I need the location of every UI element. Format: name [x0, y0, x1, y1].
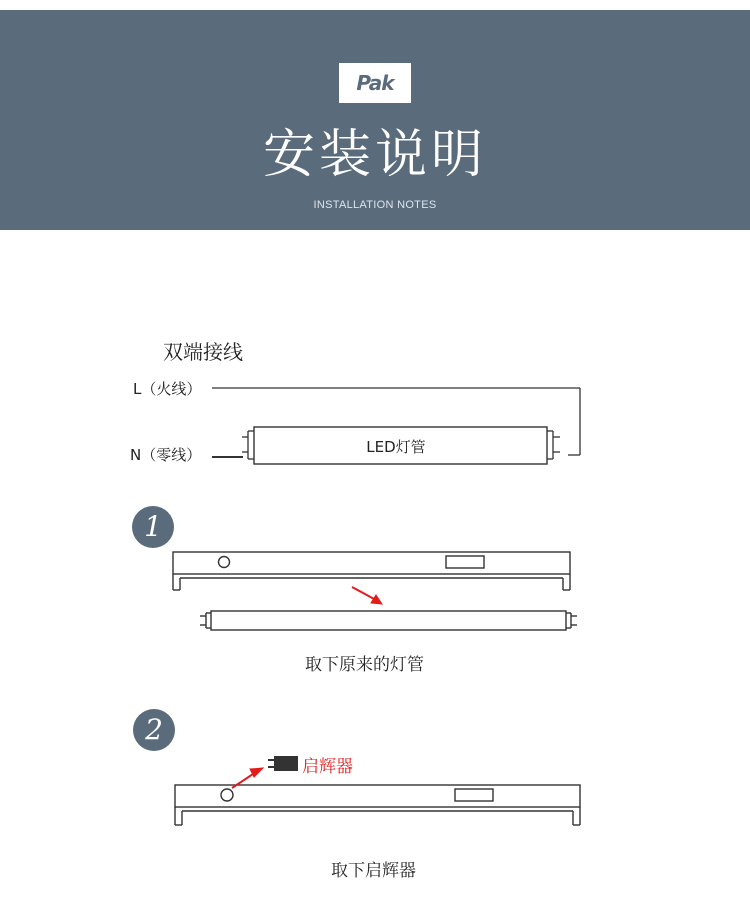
- step-number-badge: 1: [132, 506, 174, 548]
- fixture-body: [175, 785, 580, 807]
- wiring-section-title: 双端接线: [163, 340, 243, 364]
- ballast-box: [446, 556, 484, 568]
- step1-caption: 取下原来的灯管: [305, 655, 424, 675]
- starter-socket: [221, 789, 233, 801]
- tube-label: LED灯管: [366, 438, 426, 456]
- starter-label: 启辉器: [302, 757, 353, 777]
- step1-diagram: [173, 552, 577, 630]
- neutral-wire-label: N（零线）: [130, 446, 202, 464]
- step2-diagram: [175, 785, 580, 825]
- page-title: 安装说明: [262, 125, 487, 185]
- starter-icon: [268, 756, 298, 771]
- live-wire-label: L（火线）: [133, 380, 202, 398]
- arrow-icon: [352, 587, 382, 604]
- step-number-badge: 2: [133, 709, 175, 751]
- brand-logo: Pak: [339, 63, 411, 103]
- step2-caption: 取下启辉器: [331, 861, 416, 881]
- fixture-body: [173, 552, 570, 574]
- page-subtitle: INSTALLATION NOTES: [313, 199, 437, 211]
- starter-socket: [219, 557, 230, 568]
- ballast-box: [455, 789, 493, 801]
- removed-tube: [211, 611, 566, 630]
